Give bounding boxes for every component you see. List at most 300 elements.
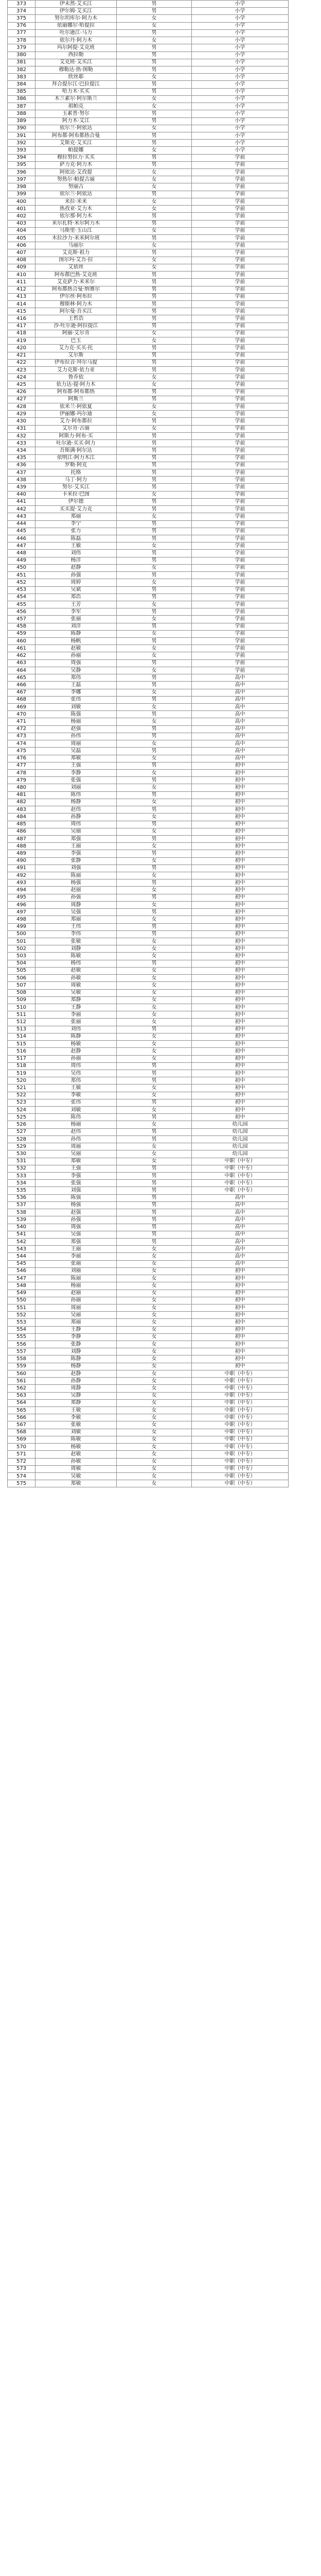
student-name-cell: 李静 <box>35 769 117 776</box>
student-name-cell: 艾克班·艾买江 <box>35 59 117 66</box>
row-number-cell: 555 <box>8 1333 35 1341</box>
student-name-cell: 赵强 <box>35 1209 117 1216</box>
table-row <box>8 425 289 432</box>
education-level-cell: 初中 <box>192 960 289 967</box>
row-number-cell: 373 <box>8 1 35 8</box>
gender-cell: 男 <box>117 454 192 462</box>
gender-cell: 女 <box>117 1458 192 1465</box>
education-level-cell: 初中 <box>192 945 289 953</box>
gender-cell: 女 <box>117 1429 192 1436</box>
table-row <box>8 1011 289 1019</box>
education-level-cell: 中职（中专） <box>192 1465 289 1472</box>
education-level-cell: 学前 <box>192 645 289 652</box>
education-level-cell: 学前 <box>192 183 289 191</box>
student-name-cell: 吴丽 <box>35 1312 117 1319</box>
education-level-cell: 高中 <box>192 725 289 733</box>
gender-cell: 女 <box>117 1341 192 1348</box>
row-number-cell: 441 <box>8 498 35 505</box>
gender-cell: 女 <box>117 704 192 711</box>
table-row <box>8 1033 289 1040</box>
student-name-cell: 刘丽 <box>35 1267 117 1275</box>
student-name-cell: 王强 <box>35 1165 117 1172</box>
education-level-cell: 初中 <box>192 850 289 857</box>
row-number-cell: 507 <box>8 982 35 989</box>
education-level-cell: 初中 <box>192 975 289 982</box>
gender-cell: 女 <box>117 1297 192 1304</box>
student-name-cell: 买买提·艾力克 <box>35 506 117 513</box>
row-number-cell: 517 <box>8 1055 35 1062</box>
education-level-cell: 学前 <box>192 213 289 220</box>
education-level-cell: 学前 <box>192 652 289 659</box>
student-name-cell: 吾斯满·阿尔达 <box>35 447 117 454</box>
table-row <box>8 1209 289 1216</box>
row-number-cell: 391 <box>8 132 35 139</box>
row-number-cell: 379 <box>8 44 35 52</box>
student-name-cell: 伊未然·艾买江 <box>35 1 117 8</box>
education-level-cell: 初中 <box>192 967 289 974</box>
gender-cell: 男 <box>117 550 192 557</box>
education-level-cell: 初中 <box>192 909 289 916</box>
student-name-cell: 王静 <box>35 1326 117 1333</box>
table-row <box>8 887 289 894</box>
student-name-cell: 郑浩 <box>35 594 117 601</box>
row-number-cell: 551 <box>8 1304 35 1311</box>
student-name-cell: 孙静 <box>35 814 117 821</box>
table-row <box>8 44 289 52</box>
table-row <box>8 140 289 147</box>
student-name-cell: 周静 <box>35 901 117 908</box>
gender-cell: 女 <box>117 1407 192 1414</box>
education-level-cell: 学前 <box>192 484 289 491</box>
gender-cell: 男 <box>117 572 192 579</box>
table-row <box>8 1290 289 1297</box>
student-name-cell: 张丽 <box>35 616 117 623</box>
student-name-cell: 李伟 <box>35 930 117 938</box>
table-row <box>8 799 289 806</box>
gender-cell: 女 <box>117 1355 192 1363</box>
table-row <box>8 110 289 117</box>
student-name-cell: 鲁乔依 <box>35 374 117 381</box>
student-name-cell: 赵静 <box>35 1370 117 1377</box>
gender-cell: 男 <box>117 506 192 513</box>
row-number-cell: 565 <box>8 1407 35 1414</box>
row-number-cell: 452 <box>8 579 35 586</box>
row-number-cell: 505 <box>8 967 35 974</box>
education-level-cell: 学前 <box>192 198 289 205</box>
education-level-cell: 学前 <box>192 300 289 308</box>
table-row <box>8 1333 289 1341</box>
student-name-cell: 周强 <box>35 659 117 667</box>
gender-cell: 女 <box>117 975 192 982</box>
row-number-cell: 501 <box>8 938 35 945</box>
table-row <box>8 272 289 279</box>
table-row <box>8 15 289 22</box>
student-name-cell: 杨敏 <box>35 1444 117 1451</box>
gender-cell: 女 <box>117 1267 192 1275</box>
table-row <box>8 850 289 857</box>
gender-cell: 男 <box>117 682 192 689</box>
gender-cell: 男 <box>117 52 192 59</box>
education-level-cell: 中职（中专） <box>192 1436 289 1443</box>
table-row <box>8 1421 289 1429</box>
gender-cell: 女 <box>117 176 192 183</box>
student-name-cell: 李静 <box>35 1333 117 1341</box>
row-number-cell: 409 <box>8 264 35 271</box>
student-name-cell: 伊布拉音·拜尔马提 <box>35 359 117 366</box>
table-row <box>8 1348 289 1355</box>
table-row <box>8 1070 289 1077</box>
student-name-cell: 西拉勒 <box>35 52 117 59</box>
gender-cell: 女 <box>117 1143 192 1150</box>
row-number-cell: 525 <box>8 1114 35 1121</box>
table-row <box>8 1312 289 1319</box>
table-row <box>8 206 289 213</box>
education-level-cell: 初中 <box>192 806 289 814</box>
row-number-cell: 566 <box>8 1414 35 1421</box>
education-level-cell: 高中 <box>192 1238 289 1245</box>
row-number-cell: 487 <box>8 835 35 842</box>
table-row <box>8 608 289 616</box>
gender-cell: 男 <box>117 528 192 535</box>
student-name-cell: 吴静 <box>35 1392 117 1399</box>
gender-cell: 女 <box>117 828 192 835</box>
gender-cell: 女 <box>117 1399 192 1406</box>
education-level-cell: 小学 <box>192 59 289 66</box>
row-number-cell: 518 <box>8 1062 35 1070</box>
row-number-cell: 481 <box>8 791 35 799</box>
gender-cell: 男 <box>117 1173 192 1180</box>
table-row <box>8 520 289 528</box>
education-level-cell: 学前 <box>192 572 289 579</box>
student-name-cell: 陈静 <box>35 630 117 637</box>
student-name-cell: 张伟 <box>35 696 117 703</box>
education-level-cell: 学前 <box>192 623 289 630</box>
education-level-cell: 高中 <box>192 1216 289 1224</box>
table-row <box>8 1319 289 1326</box>
student-name-cell: 赵静 <box>35 564 117 571</box>
table-row <box>8 1414 289 1421</box>
gender-cell: 男 <box>117 725 192 733</box>
education-level-cell: 学前 <box>192 477 289 484</box>
student-name-cell: 依力达·提·阿力木 <box>35 381 117 388</box>
gender-cell: 女 <box>117 689 192 696</box>
student-name-cell: 阿布都热合曼·纳赛尔 <box>35 286 117 293</box>
gender-cell: 女 <box>117 169 192 176</box>
student-name-cell: 孙丽 <box>35 1055 117 1062</box>
student-name-cell: 杨丽 <box>35 718 117 725</box>
row-number-cell: 546 <box>8 1267 35 1275</box>
gender-cell: 女 <box>117 227 192 234</box>
gender-cell: 男 <box>117 1114 192 1121</box>
education-level-cell: 初中 <box>192 872 289 879</box>
gender-cell: 女 <box>117 982 192 989</box>
row-number-cell: 561 <box>8 1378 35 1385</box>
gender-cell: 女 <box>117 579 192 586</box>
row-number-cell: 573 <box>8 1465 35 1472</box>
student-name-cell: 穆勒达·热·图勒 <box>35 66 117 73</box>
gender-cell: 女 <box>117 843 192 850</box>
row-number-cell: 458 <box>8 623 35 630</box>
table-row <box>8 1194 289 1201</box>
student-name-cell: 孙敏 <box>35 975 117 982</box>
student-name-cell: 阿布都巴热·艾克班 <box>35 272 117 279</box>
row-number-cell: 456 <box>8 608 35 616</box>
table-row <box>8 330 289 337</box>
table-row <box>8 1370 289 1377</box>
student-name-cell: 阿依达·艾孜提 <box>35 169 117 176</box>
row-number-cell: 498 <box>8 916 35 923</box>
gender-cell: 男 <box>117 659 192 667</box>
row-number-cell: 478 <box>8 769 35 776</box>
gender-cell: 男 <box>117 608 192 616</box>
gender-cell: 男 <box>117 894 192 901</box>
education-level-cell: 初中 <box>192 923 289 930</box>
row-number-cell: 427 <box>8 396 35 403</box>
education-level-cell: 学前 <box>192 418 289 425</box>
row-number-cell: 476 <box>8 755 35 762</box>
student-name-cell: 艾斯克·艾买江 <box>35 140 117 147</box>
gender-cell: 女 <box>117 1472 192 1480</box>
row-number-cell: 413 <box>8 293 35 300</box>
student-name-cell: 欣丝耶 <box>35 74 117 81</box>
table-row <box>8 755 289 762</box>
table-row <box>8 1238 289 1245</box>
education-level-cell: 初中 <box>192 1114 289 1121</box>
gender-cell: 男 <box>117 879 192 887</box>
gender-cell: 男 <box>117 1231 192 1238</box>
education-level-cell: 初中 <box>192 1004 289 1011</box>
student-name-cell: 王磊 <box>35 682 117 689</box>
education-level-cell: 学前 <box>192 154 289 161</box>
student-name-cell: 努热尔·帕提古丽 <box>35 176 117 183</box>
gender-cell: 女 <box>117 411 192 418</box>
education-level-cell: 学前 <box>192 630 289 637</box>
table-row <box>8 791 289 799</box>
student-name-cell: 阿布都·阿布都热 <box>35 388 117 396</box>
gender-cell: 女 <box>117 1333 192 1341</box>
table-row <box>8 513 289 520</box>
student-name-cell: 依丽娜尔·哈提拉 <box>35 22 117 29</box>
table-row <box>8 711 289 718</box>
row-number-cell: 495 <box>8 894 35 901</box>
student-name-cell: 伊丽娜·玛尔迪 <box>35 411 117 418</box>
row-number-cell: 424 <box>8 374 35 381</box>
gender-cell: 男 <box>117 140 192 147</box>
education-level-cell: 小学 <box>192 140 289 147</box>
student-name-cell: 刘强 <box>35 865 117 872</box>
table-row <box>8 323 289 330</box>
row-number-cell: 398 <box>8 183 35 191</box>
gender-cell: 女 <box>117 1392 192 1399</box>
table-row <box>8 418 289 425</box>
table-row <box>8 762 289 769</box>
education-level-cell: 初中 <box>192 1319 289 1326</box>
row-number-cell: 506 <box>8 975 35 982</box>
student-name-cell: 刘伟 <box>35 550 117 557</box>
student-name-cell: 帕提娜 <box>35 147 117 154</box>
table-row <box>8 1121 289 1128</box>
row-number-cell: 375 <box>8 15 35 22</box>
table-row <box>8 462 289 469</box>
education-level-cell: 中职（中专） <box>192 1399 289 1406</box>
education-level-cell: 高中 <box>192 682 289 689</box>
table-row <box>8 550 289 557</box>
row-number-cell: 406 <box>8 242 35 249</box>
student-name-cell: 李娜 <box>35 689 117 696</box>
education-level-cell: 中职（中专） <box>192 1187 289 1194</box>
row-number-cell: 564 <box>8 1399 35 1406</box>
table-row <box>8 704 289 711</box>
education-level-cell: 初中 <box>192 938 289 945</box>
gender-cell: 女 <box>117 425 192 432</box>
student-name-cell: 陈丽 <box>35 1275 117 1282</box>
education-level-cell: 学前 <box>192 667 289 674</box>
gender-cell: 女 <box>117 1378 192 1385</box>
row-number-cell: 523 <box>8 1099 35 1106</box>
education-level-cell: 高中 <box>192 1253 289 1260</box>
education-level-cell: 初中 <box>192 887 289 894</box>
education-level-cell: 学前 <box>192 403 289 411</box>
education-level-cell: 学前 <box>192 345 289 352</box>
table-row <box>8 1282 289 1290</box>
gender-cell: 男 <box>117 132 192 139</box>
table-row <box>8 506 289 513</box>
student-name-cell: 杨洋 <box>35 557 117 564</box>
student-name-cell: 张静 <box>35 1341 117 1348</box>
gender-cell: 女 <box>117 1011 192 1019</box>
table-row <box>8 117 289 125</box>
gender-cell: 男 <box>117 110 192 117</box>
table-row <box>8 938 289 945</box>
student-name-cell: 张丽 <box>35 1260 117 1267</box>
row-number-cell: 533 <box>8 1173 35 1180</box>
gender-cell: 女 <box>117 95 192 103</box>
row-number-cell: 541 <box>8 1231 35 1238</box>
student-name-cell: 李丽 <box>35 1253 117 1260</box>
student-name-cell: 马丁·阿力 <box>35 477 117 484</box>
row-number-cell: 516 <box>8 1048 35 1055</box>
student-name-cell: 李敏 <box>35 1414 117 1421</box>
student-name-cell: 杨强 <box>35 1201 117 1209</box>
gender-cell: 男 <box>117 1070 192 1077</box>
row-number-cell: 560 <box>8 1370 35 1377</box>
row-number-cell: 467 <box>8 689 35 696</box>
row-number-cell: 460 <box>8 638 35 645</box>
education-level-cell: 小学 <box>192 125 289 132</box>
row-number-cell: 384 <box>8 81 35 88</box>
table-row <box>8 1458 289 1465</box>
student-name-cell: 张敏 <box>35 1421 117 1429</box>
table-row <box>8 396 289 403</box>
gender-cell: 女 <box>117 564 192 571</box>
row-number-cell: 396 <box>8 169 35 176</box>
row-number-cell: 519 <box>8 1070 35 1077</box>
table-row <box>8 198 289 205</box>
education-level-cell: 学前 <box>192 191 289 198</box>
row-number-cell: 388 <box>8 110 35 117</box>
table-row <box>8 220 289 227</box>
table-row <box>8 967 289 974</box>
row-number-cell: 461 <box>8 645 35 652</box>
row-number-cell: 453 <box>8 586 35 594</box>
gender-cell: 男 <box>117 88 192 95</box>
gender-cell: 女 <box>117 22 192 29</box>
education-level-cell: 小学 <box>192 117 289 125</box>
row-number-cell: 570 <box>8 1444 35 1451</box>
gender-cell: 男 <box>117 440 192 447</box>
education-level-cell: 初中 <box>192 1099 289 1106</box>
table-row <box>8 814 289 821</box>
table-row <box>8 1465 289 1472</box>
table-row <box>8 982 289 989</box>
table-row <box>8 52 289 59</box>
student-name-cell: 努丽古 <box>35 183 117 191</box>
gender-cell: 女 <box>117 1275 192 1282</box>
table-row <box>8 1114 289 1121</box>
gender-cell: 女 <box>117 1480 192 1487</box>
row-number-cell: 567 <box>8 1421 35 1429</box>
education-level-cell: 小学 <box>192 1 289 8</box>
student-name-cell: 祖帕克 <box>35 103 117 110</box>
gender-cell: 女 <box>117 330 192 337</box>
education-level-cell: 高中 <box>192 733 289 740</box>
gender-cell: 男 <box>117 733 192 740</box>
education-level-cell: 学前 <box>192 608 289 616</box>
table-row <box>8 88 289 95</box>
education-level-cell: 小学 <box>192 15 289 22</box>
gender-cell: 女 <box>117 953 192 960</box>
gender-cell: 男 <box>117 308 192 315</box>
student-name-cell: 赵敏 <box>35 645 117 652</box>
gender-cell: 男 <box>117 1 192 8</box>
table-row <box>8 960 289 967</box>
gender-cell: 女 <box>117 872 192 879</box>
gender-cell: 女 <box>117 630 192 637</box>
education-level-cell: 初中 <box>192 930 289 938</box>
table-row <box>8 191 289 198</box>
gender-cell: 男 <box>117 477 192 484</box>
row-number-cell: 488 <box>8 843 35 850</box>
gender-cell: 男 <box>117 1165 192 1172</box>
education-level-cell: 学前 <box>192 388 289 396</box>
student-name-cell: 陈静 <box>35 1033 117 1040</box>
table-row <box>8 1326 289 1333</box>
education-level-cell: 初中 <box>192 762 289 769</box>
gender-cell: 女 <box>117 337 192 345</box>
row-number-cell: 462 <box>8 652 35 659</box>
gender-cell: 男 <box>117 161 192 168</box>
table-row <box>8 1019 289 1026</box>
student-name-cell: 孙强 <box>35 572 117 579</box>
row-number-cell: 437 <box>8 469 35 477</box>
education-level-cell: 初中 <box>192 799 289 806</box>
table-row <box>8 1407 289 1414</box>
table-row <box>8 777 289 784</box>
education-level-cell: 学前 <box>192 411 289 418</box>
student-name-cell: 阿布都·阿布都热合曼 <box>35 132 117 139</box>
row-number-cell: 529 <box>8 1143 35 1150</box>
table-row <box>8 235 289 242</box>
gender-cell: 女 <box>117 1260 192 1267</box>
student-name-cell: 陈敏 <box>35 1436 117 1443</box>
table-row <box>8 1436 289 1443</box>
student-name-cell: 依尔兰·阿依达 <box>35 125 117 132</box>
gender-cell: 女 <box>117 1290 192 1297</box>
row-number-cell: 414 <box>8 300 35 308</box>
table-row <box>8 257 289 264</box>
student-name-cell: 艾克斯·祖力 <box>35 249 117 257</box>
education-level-cell: 学前 <box>192 513 289 520</box>
